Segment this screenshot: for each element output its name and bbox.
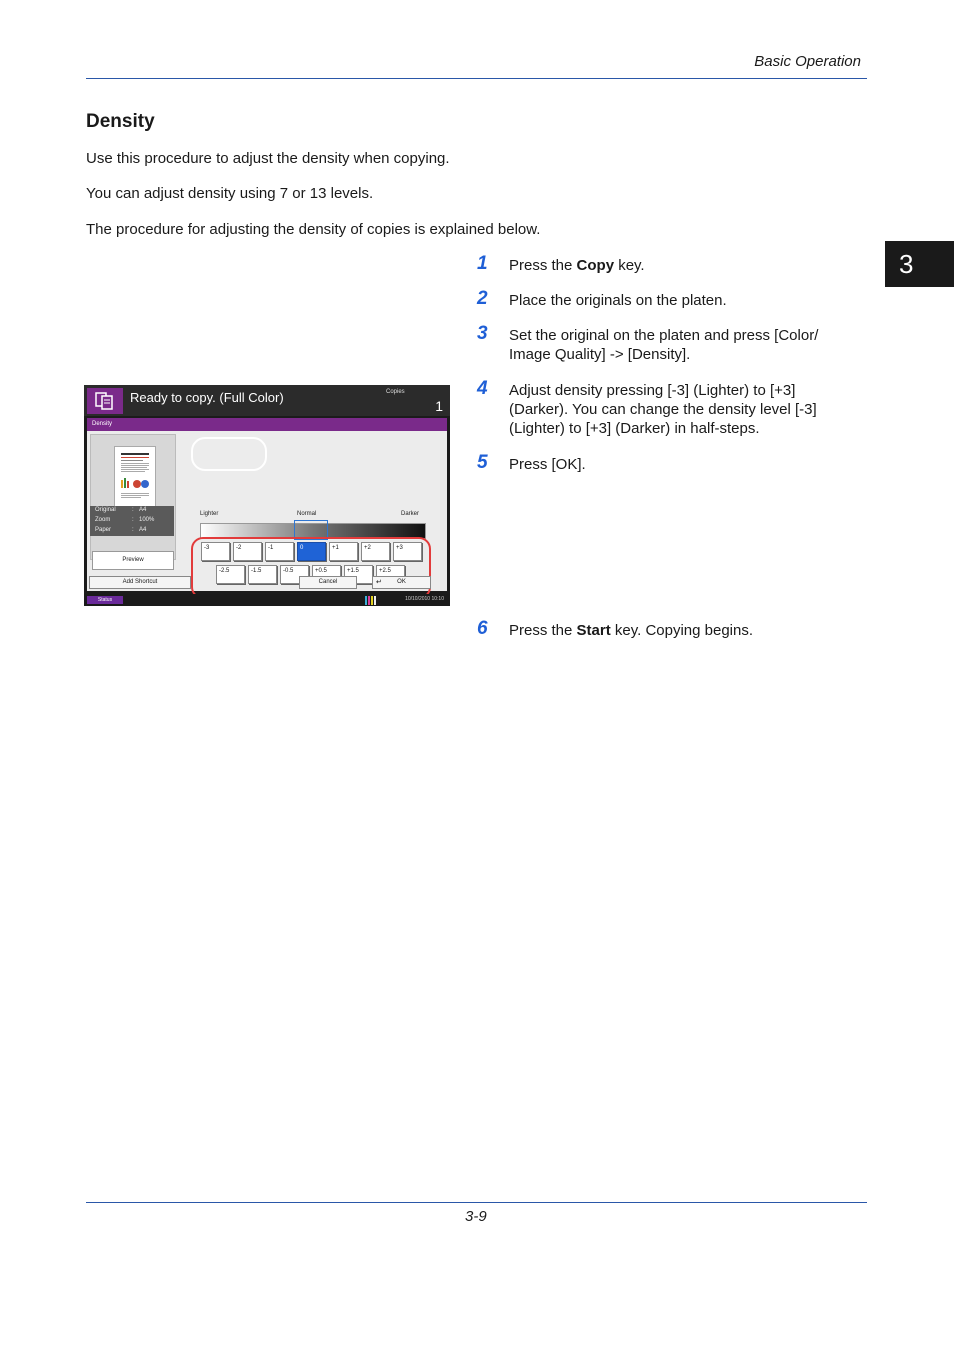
density-button-minus-2-5[interactable]: -2.5 — [216, 565, 245, 584]
preview-area — [90, 434, 176, 560]
date-time: 10/10/2010 10:10 — [405, 596, 444, 602]
step-text: Adjust density pressing [-3] (Lighter) to [+3] (Darker). You can change the density level [-3] (Lighter) to [+3] (Darker) in half-steps. — [509, 382, 817, 437]
preview-button[interactable]: Preview — [92, 551, 174, 570]
step-number: 2 — [477, 288, 488, 309]
intro-paragraph-2: You can adjust density using 7 or 13 levels. — [86, 185, 374, 202]
enter-icon: ↵ — [376, 579, 382, 586]
density-button-minus-2[interactable]: -2 — [233, 542, 262, 561]
chapter-tab: 3 — [885, 241, 954, 287]
density-tab-label: Density — [92, 421, 113, 427]
step-5 — [477, 452, 857, 474]
original-value: A4 — [139, 507, 147, 513]
auto-density-button[interactable] — [191, 437, 267, 471]
intro-paragraph-1: Use this procedure to adjust the density when copying. — [86, 150, 450, 167]
cancel-button[interactable]: Cancel — [299, 576, 357, 589]
separator: : — [132, 517, 134, 523]
step-4 — [477, 378, 857, 438]
density-button-minus-3[interactable]: -3 — [201, 542, 230, 561]
zoom-value: 100% — [139, 517, 155, 523]
original-label: Original — [95, 507, 116, 513]
copies-count: 1 — [435, 398, 443, 414]
status-message: Ready to copy. (Full Color) — [130, 390, 284, 405]
ok-label: OK — [397, 579, 406, 585]
step-number: 5 — [477, 452, 488, 473]
normal-label: Normal — [297, 511, 317, 517]
step-text: Set the original on the platen and press [Color/ Image Quality] -> [Density]. — [509, 327, 819, 363]
original-size-row — [90, 506, 174, 516]
page-number: 3-9 — [465, 1208, 487, 1225]
document-thumbnail — [114, 446, 156, 508]
intro-paragraph-3: The procedure for adjusting the density of copies is explained below. — [86, 221, 541, 238]
ok-button[interactable] — [372, 576, 431, 589]
key-name: Start — [576, 622, 611, 639]
screen-content — [87, 418, 447, 591]
step-text: key. Copying begins. — [610, 622, 754, 639]
step-number: 3 — [477, 323, 488, 344]
step-number: 4 — [477, 378, 488, 399]
device-screen — [84, 385, 450, 606]
paper-row — [90, 526, 174, 536]
density-button-minus-1-5[interactable]: -1.5 — [248, 565, 277, 584]
section-title: Density — [86, 111, 155, 132]
screen-topbar — [84, 385, 450, 416]
density-button-plus-2[interactable]: +2 — [361, 542, 390, 561]
copies-label: Copies — [386, 389, 405, 395]
step-1 — [477, 253, 857, 275]
separator: : — [132, 527, 134, 533]
step-3 — [477, 323, 857, 364]
density-button-plus-0-5[interactable]: +0.5 — [312, 565, 341, 584]
step-6 — [477, 618, 857, 640]
step-text: Press [OK]. — [509, 456, 586, 473]
screen-status-bar — [84, 594, 450, 606]
density-button-minus-0-5[interactable]: -0.5 — [280, 565, 309, 584]
lighter-label: Lighter — [200, 511, 219, 517]
add-shortcut-button[interactable]: Add Shortcut — [89, 576, 191, 589]
darker-label: Darker — [401, 511, 420, 517]
step-number: 6 — [477, 618, 488, 639]
paper-value: A4 — [139, 527, 147, 533]
header-title: Basic Operation — [754, 53, 861, 70]
step-number: 1 — [477, 253, 488, 274]
density-button-plus-1[interactable]: +1 — [329, 542, 358, 561]
header-rule — [86, 78, 867, 79]
status-button[interactable]: Status — [87, 596, 123, 604]
copy-mode-icon — [87, 388, 123, 414]
density-button-0[interactable]: 0 — [297, 542, 326, 561]
density-button-plus-2-5[interactable]: +2.5 — [376, 565, 405, 584]
step-2 — [477, 288, 857, 310]
toner-level-icon — [365, 595, 377, 605]
density-button-plus-3[interactable]: +3 — [393, 542, 422, 561]
paper-label: Paper — [95, 527, 112, 533]
footer-rule — [86, 1202, 867, 1203]
density-button-plus-1-5[interactable]: +1.5 — [344, 565, 373, 584]
key-name: Copy — [576, 257, 615, 274]
step-text: key. — [614, 257, 645, 274]
step-text: Press the — [509, 622, 577, 639]
density-button-minus-1[interactable]: -1 — [265, 542, 294, 561]
separator: : — [132, 507, 134, 513]
zoom-row — [90, 516, 174, 526]
step-text: Place the originals on the platen. — [509, 292, 727, 309]
density-tab-bar — [87, 418, 447, 431]
zoom-label: Zoom — [95, 517, 111, 523]
step-text: Press the — [509, 257, 577, 274]
